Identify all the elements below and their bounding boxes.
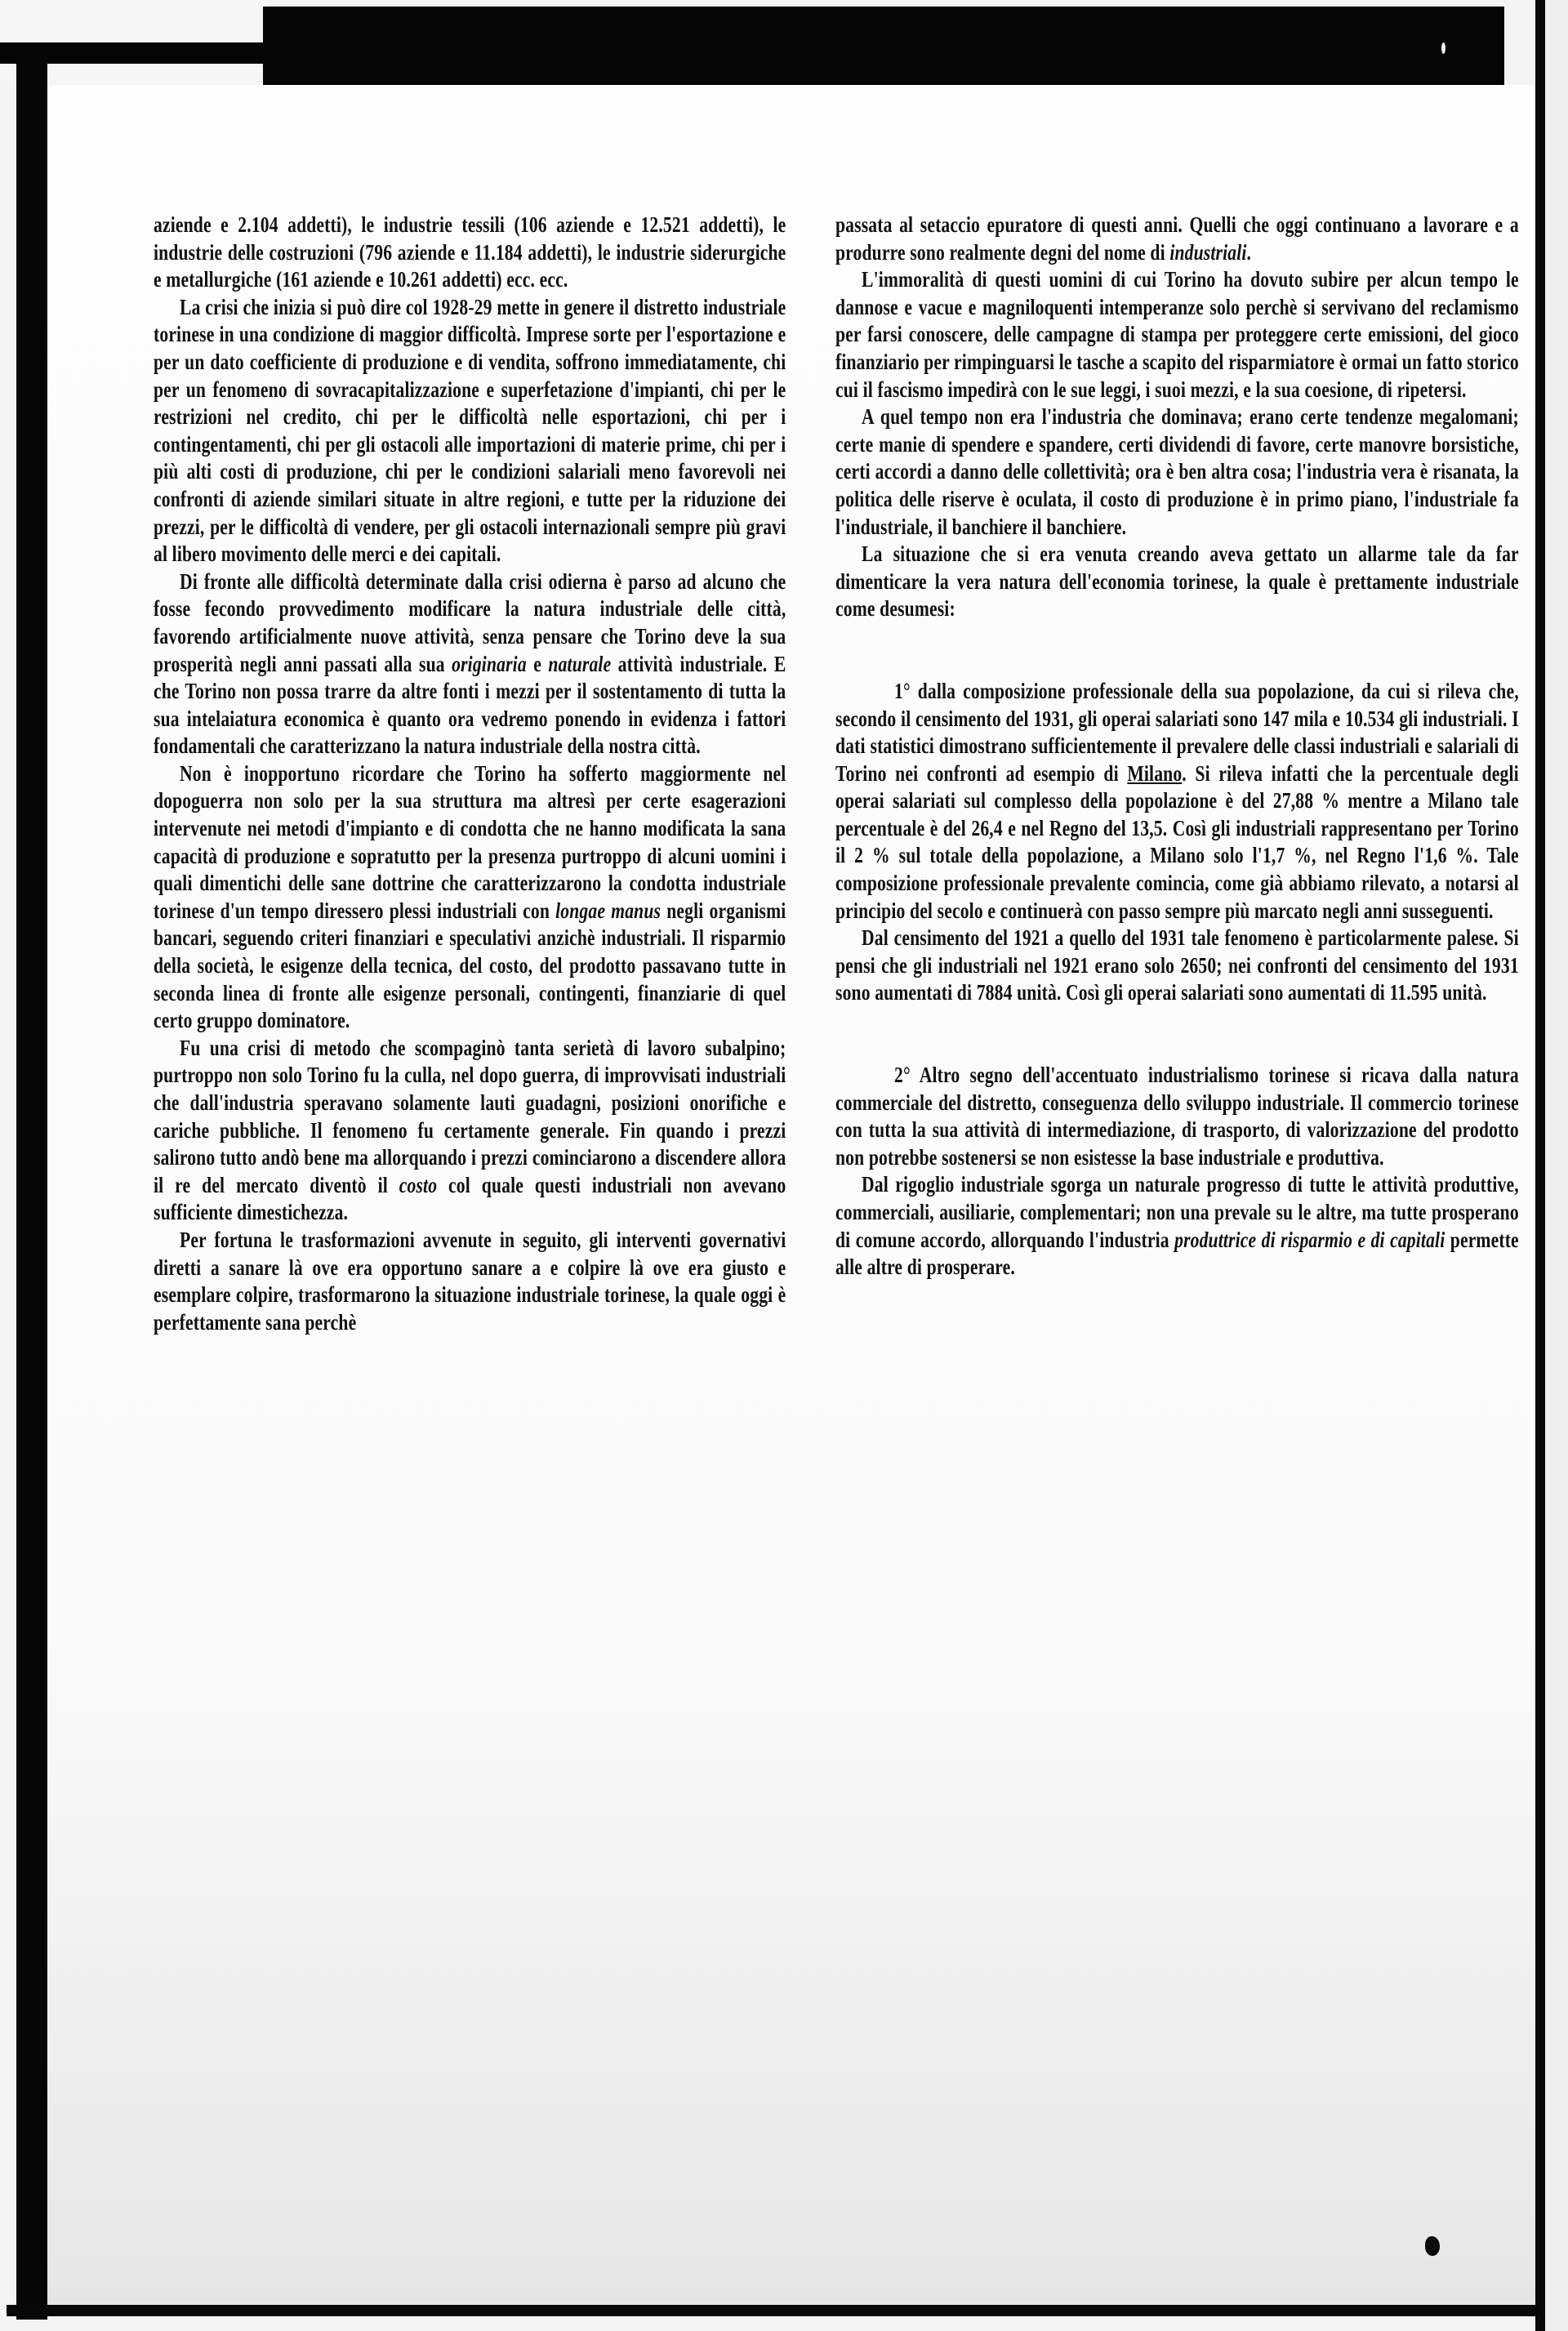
paragraph: A quel tempo non era l'industria che dominava; erano certe tendenze megalomani; certe manie di spendere e spandere, certi dividendi di favore, certe manovre borsistiche, certi accordi a danno delle collettività; ora è ben altra cosa; l'industria vera è risanata, la politica delle riserve è oculata, il costo di produzione è in primo piano, l'industriale fa l'industriale, il banchiere il banchiere. — [835, 404, 1519, 539]
italic-term: produttrice di risparmio e di capitali — [1174, 1227, 1446, 1252]
text-run: e — [526, 651, 549, 676]
italic-term: longae manus — [555, 898, 662, 923]
italic-term: industriali — [1169, 239, 1247, 265]
text-run: passata al setaccio epuratore di questi anni. Quelli che oggi continuano a lavorare e a produrre sono realmente degni del nome di — [835, 212, 1519, 265]
text-run: . — [1246, 239, 1252, 265]
document-page — [47, 85, 1535, 2305]
text-run: permette alle altre di prosperare. — [835, 1227, 1519, 1280]
numbered-paragraph-2: 2° Altro segno dell'accentuato industrialismo torinese si ricava dalla natura commerciale del distretto, conseguenza dello sviluppo industriale. Il commercio torinese con tutta la sua attività di intermediazione, di trasporto, di valorizzazione del prodotto non potrebbe sostenersi se non esistesse la base industriale e produttiva. — [835, 1063, 1519, 1170]
scan-margin-right — [1545, 0, 1568, 2331]
paragraph: La crisi che inizia si può dire col 1928-29 mette in genere il distretto industriale torinese in una condizione di maggior difficoltà. Imprese sorte per l'esportazione e per un dato coefficiente di produzione e di vendita, soffrono immediatamente, chi per un fenomeno di sovracapitalizzazione e superfetazione d'impianti, chi per le restrizioni nel credito, chi per le difficoltà nelle esportazioni, chi per i contingentamenti, chi per gli ostacoli alle importazioni di materie prime, chi per i più alti costi di produzione, chi per le condizioni salariali meno favorevoli nei confronti di aziende similari situate in altre regioni, e tutte per la riduzione dei prezzi, per le difficoltà di vendere, per gli ostacoli internazionali sempre più gravi al libero movimento delle merci e dei capitali. — [154, 294, 786, 567]
numbered-paragraph-1 — [835, 678, 1519, 925]
underlined-term: Milano — [1127, 760, 1183, 786]
left-column — [154, 212, 786, 1336]
paragraph: aziende e 2.104 addetti), le industrie tessili (106 aziende e 12.521 addetti), le industrie delle costruzioni (796 aziende e 11.184 addetti), le industrie siderurgiche e metallurgiche (161 aziende e 10.261 addetti) ecc. ecc. — [154, 212, 786, 292]
scan-frame-right-bar — [1535, 0, 1545, 2331]
text-run: Non è inopportuno ricordare che Torino ha sofferto maggiormente nel dopoguerra non solo per la sua struttura ma altresì per certe esagerazioni intervenute nei metodi d'impianto e di condotta che ne hanno modificata la sana capacità di produzione e sopratutto per la presenza purtroppo di alcuni uomini i quali dimentichi delle sane dottrine che caratterizzarono la condotta industriale torinese d'un tempo diressero plessi industriali con — [154, 760, 786, 923]
text-run: attività industriale. E che Torino non possa trarre da altre fonti i mezzi per il sostentamento di tutta la sua intelaiatura economica è quanto ora vedremo ponendo in evidenza i fattori fondamentali che caratterizzano la natura industriale della nostra città. — [154, 651, 786, 759]
paragraph: La situazione che si era venuta creando aveva gettato un allarme tale da far dimenticare la vera natura dell'economia torinese, la quale è prettamente industriale come desumesi: — [835, 542, 1519, 622]
ink-blot — [1425, 2236, 1440, 2256]
text-run: Fu una crisi di metodo che scompaginò tanta serietà di lavoro subalpino; purtroppo non solo Torino fu la culla, nel dopo guerra, di improvvisati industriali che dall'industria speravano solamente lauti guadagni, posizioni onorifiche e cariche pubbliche. Il fenomeno fu certamente generale. Fin quando i prezzi salirono tutto andò bene ma allorquando i prezzi cominciarono a discendere allora il re del mercato diventò il — [154, 1035, 786, 1197]
scan-frame-bottom-bar — [7, 2305, 1542, 2316]
scan-speck — [1441, 42, 1446, 54]
paragraph: Per fortuna le trasformazioni avvenute in seguito, gli interventi governativi diretti a sanare là ove era opportuno sanare a e colpire là ove era giusto e esemplare colpire, trasformarono la situazione industriale torinese, la quale oggi è perfettamente sana perchè — [154, 1227, 786, 1335]
text-run: negli organismi bancari, seguendo criteri finanziari e speculativi anzichè industriali. Il risparmio della società, le esigenze della tecnica, del costo, del prodotto passavano tutte in seconda linea di fronte alle esigenze personali, contingenti, finanziarie di quel certo gruppo dominatore. — [154, 898, 786, 1033]
text-run: col quale questi industriali non avevano sufficiente dimestichezza. — [154, 1172, 786, 1225]
right-column — [835, 212, 1519, 1281]
italic-term: originaria — [452, 651, 527, 676]
paragraph: L'immoralità di questi uomini di cui Torino ha dovuto subire per alcun tempo le dannose e vacue e magniloquenti intemperanze solo perchè si servivano del reclamismo per farsi conoscere, delle campagne di stampa per proteggere certe emissioni, del gioco finanziario per rimpinguarsi le tasche a scapito del risparmiatore è ormai un fatto storico cui il fascismo impedirà con le sue leggi, i suoi mezzi, e la sua coesione, di ripetersi. — [835, 267, 1519, 402]
italic-term: costo — [399, 1172, 438, 1197]
text-run: . Si rileva infatti che la percentuale degli operai salariati sul complesso della popolazione è del 27,88 % mentre a Milano tale percentuale è del 26,4 e nel Regno del 13,5. Così gli industriali rappresentano per Torino il 2 % sul totale della popolazione, a Milano solo l'1,7 %, nel Regno l'1,6 %. Tale composizione professionale prevalente comincia, come già abbiamo rilevato, a notarsi al principio del secolo e continuerà con passo sempre più marcato negli anni susseguenti. — [835, 760, 1519, 923]
italic-term: naturale — [548, 651, 612, 676]
paragraph — [835, 1171, 1519, 1281]
paragraph — [154, 1035, 786, 1227]
paragraph — [154, 568, 786, 760]
text-run: 1° dalla composizione professionale della sua popolazione, da cui si rileva che, secondo il censimento del 1931, gli operai salariati sono 147 mila e 10.534 gli industriali. I dati statistici dimostrano sufficientemente il prevalere delle classi industriali e salariali di Torino nei confronti ad esempio di — [835, 678, 1519, 786]
text-run: Di fronte alle difficoltà determinate dalla crisi odierna è parso ad alcuno che fosse fecondo provvedimento modificare la natura industriale delle città, favorendo artificialmente nuove attività, senza pensare che Torino deve la sua prosperità negli anni passati alla sua — [154, 568, 786, 676]
text-run: Dal rigoglio industriale sgorga un naturale progresso di tutte le attività produttive, commerciali, ausiliarie, complementari; non una prevale su le altre, ma tutte prosperano di comune accordo, allorquando l'industria — [835, 1172, 1519, 1252]
scan-frame-top-bar — [263, 7, 1504, 85]
paragraph: Dal censimento del 1921 a quello del 1931 tale fenomeno è particolarmente palese. Si pensi che gli industriali nel 1921 erano solo 2650; nei confronti del censimento del 1931 sono aumentati di 7884 unità. Così gli operai salariati sono aumentati di 11.595 unità. — [835, 925, 1519, 1005]
paragraph — [154, 760, 786, 1035]
paragraph — [835, 212, 1519, 266]
scan-frame-left-bar — [16, 49, 47, 2320]
